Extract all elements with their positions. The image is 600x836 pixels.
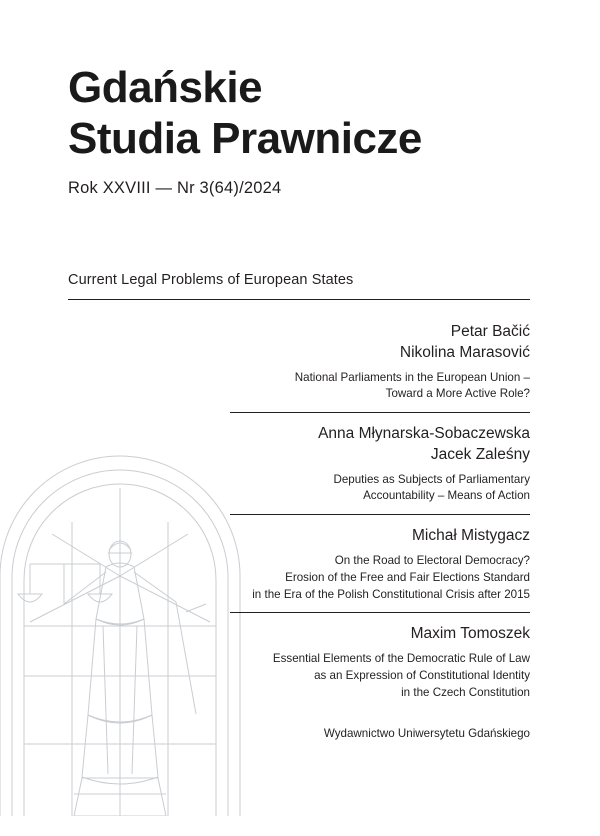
article-authors — [230, 424, 530, 466]
issue-line: Rok XXVIII — Nr 3(64)/2024 — [68, 178, 282, 197]
page-title — [68, 62, 538, 165]
author-name: Maxim Tomoszek — [410, 625, 530, 643]
article-title — [230, 472, 530, 506]
article-title — [230, 651, 530, 701]
section-title: Current Legal Problems of European States — [68, 272, 354, 288]
article-title-line: in the Era of the Polish Constitutional Crisis after 2015 — [252, 587, 530, 601]
article-title-line: Deputies as Subjects of Parliamentary — [333, 472, 530, 486]
article-list — [230, 322, 530, 711]
list-item — [230, 514, 530, 612]
journal-title-line-1: Gdańskie — [68, 63, 263, 112]
article-title-line: Toward a More Active Role? — [385, 387, 530, 401]
article-authors — [230, 624, 530, 645]
article-title-line: Erosion of the Free and Fair Elections Standard — [285, 570, 530, 584]
article-authors — [230, 322, 530, 364]
list-item — [230, 412, 530, 514]
article-title-line: as an Expression of Constitutional Identity — [314, 668, 530, 682]
article-title-line: in the Czech Constitution — [401, 685, 530, 699]
author-name: Nikolina Marasović — [399, 343, 530, 361]
author-name: Petar Bačić — [450, 323, 530, 340]
article-title — [230, 370, 530, 404]
article-title-line: On the Road to Electoral Democracy? — [334, 554, 530, 568]
title-block — [68, 62, 538, 198]
article-authors — [230, 526, 530, 547]
article-title-line: Accountability – Means of Action — [363, 489, 530, 503]
author-name: Michał Mistygacz — [412, 527, 530, 545]
article-title-line: Essential Elements of the Democratic Rule of Law — [272, 652, 530, 666]
list-item — [230, 322, 530, 412]
list-item — [230, 612, 530, 710]
author-name: Jacek Zaleśny — [430, 445, 530, 463]
divider-main — [68, 299, 530, 300]
publisher-name: Wydawnictwo Uniwersytetu Gdańskiego — [323, 727, 530, 740]
article-title-line: National Parliaments in the European Union – — [294, 370, 530, 384]
article-title — [230, 553, 530, 603]
journal-title-line-2: Studia Prawnicze — [68, 114, 422, 164]
author-name: Anna Młynarska-Sobaczewska — [318, 425, 530, 443]
